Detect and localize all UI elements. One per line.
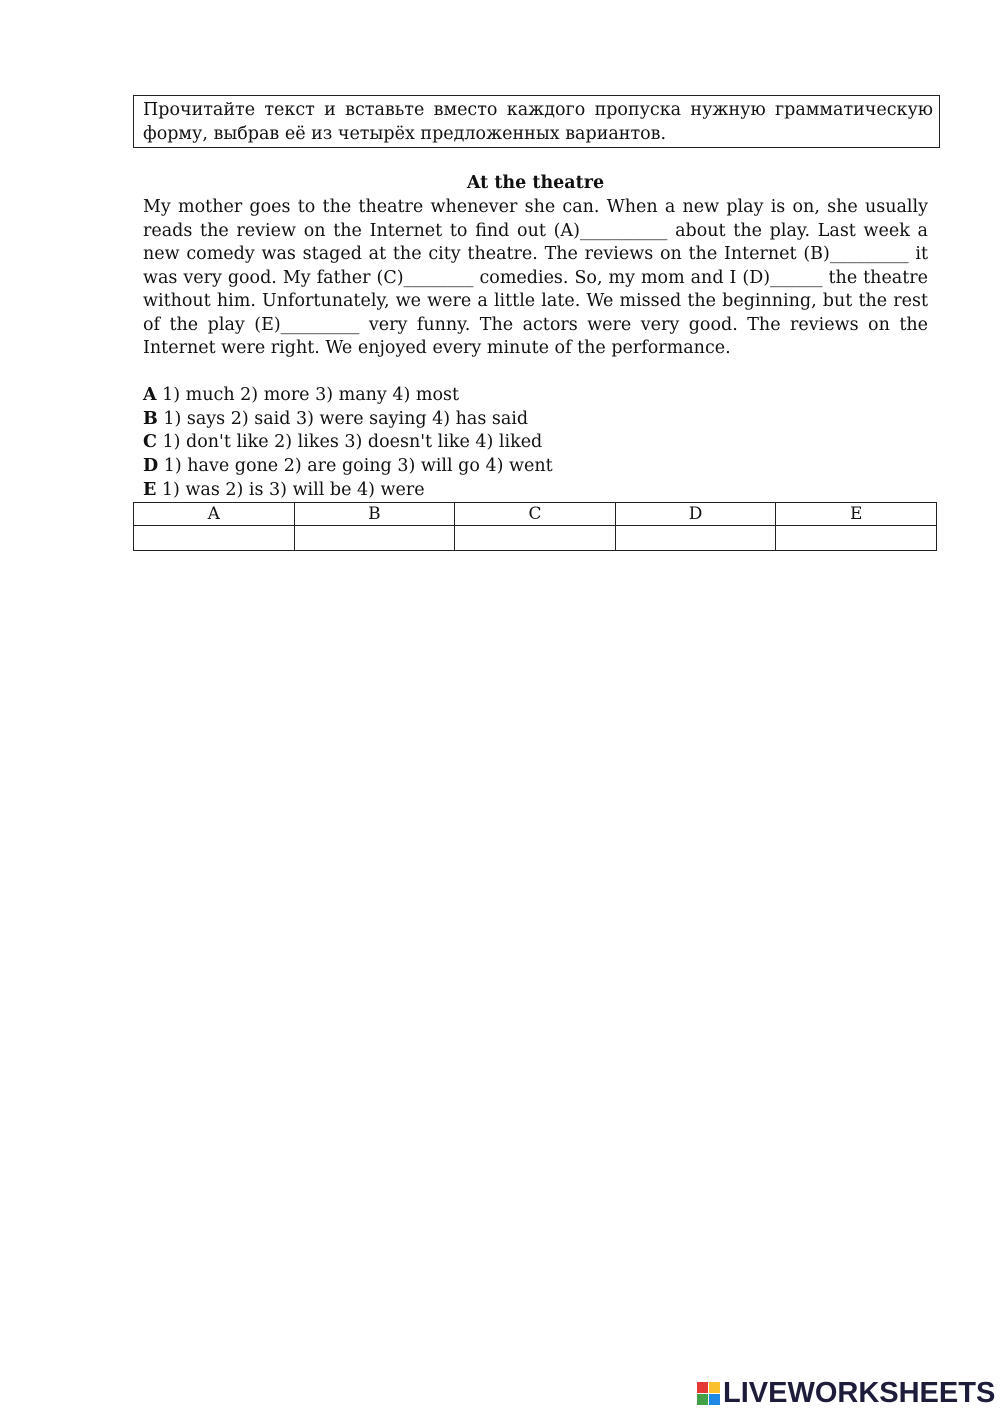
answer-header-a: A	[134, 503, 295, 526]
logo-mark-square	[709, 1394, 720, 1405]
option-d	[143, 455, 928, 479]
option-e	[143, 479, 928, 503]
answer-header-d: D	[615, 503, 776, 526]
liveworksheets-logo	[697, 1376, 995, 1410]
story-paragraph: My mother goes to the theatre whenever she can. When a new play is on, she usually reads the review on the Internet to find out (A)__________ about the play. Last week a new comedy was staged at the city theatre. The reviews on the Internet (B)_________ it was very good. My father (C)________ comedies. So, my mom and I (D)______ the theatre without him. Unfortunately, we were a little late. We missed the beginning, but the rest of the play (E)_________ very funny. The actors were very good. The reviews on the Internet were right. We enjoyed every minute of the performance.	[143, 197, 928, 358]
option-letter: B	[143, 408, 158, 429]
text-title: At the theatre	[466, 173, 605, 193]
answer-cell-c[interactable]	[455, 526, 616, 551]
logo-mark-icon	[697, 1382, 720, 1405]
answer-cell-d[interactable]	[615, 526, 776, 551]
answer-table-row	[134, 526, 937, 551]
answer-cell-a[interactable]	[134, 526, 295, 551]
option-letter: D	[143, 456, 159, 477]
logo-wordmark: LIVEWORKSHEETS	[723, 1376, 996, 1409]
answer-table-header	[134, 503, 937, 526]
option-choices: 1) was 2) is 3) will be 4) were	[156, 479, 425, 500]
option-choices: 1) much 2) more 3) many 4) most	[156, 385, 460, 405]
option-b	[143, 408, 928, 432]
instruction-box	[133, 95, 940, 148]
answer-cell-e[interactable]	[776, 526, 937, 551]
option-a	[143, 384, 928, 408]
answer-header-c: C	[455, 503, 616, 526]
option-letter: E	[143, 479, 157, 500]
logo-mark-square	[697, 1382, 708, 1393]
option-letter: C	[143, 432, 157, 453]
answer-cell-b[interactable]	[294, 526, 455, 551]
logo-mark-square	[709, 1382, 720, 1393]
option-c	[143, 431, 928, 455]
answer-header-b: B	[294, 503, 455, 526]
answer-header-e: E	[776, 503, 937, 526]
option-choices: 1) have gone 2) are going 3) will go 4) went	[158, 456, 553, 477]
option-letter: A	[143, 385, 157, 405]
logo-mark-square	[697, 1394, 708, 1405]
instruction-text: Прочитайте текст и вставьте вместо каждого пропуска нужную грамматическую форму, выбрав её из четырёх предложенных вариантов.	[143, 100, 933, 144]
options-list	[143, 384, 928, 503]
answer-table	[133, 502, 937, 551]
option-choices: 1) says 2) said 3) were saying 4) has said	[157, 408, 529, 429]
option-choices: 1) don't like 2) likes 3) doesn't like 4) liked	[156, 432, 543, 453]
